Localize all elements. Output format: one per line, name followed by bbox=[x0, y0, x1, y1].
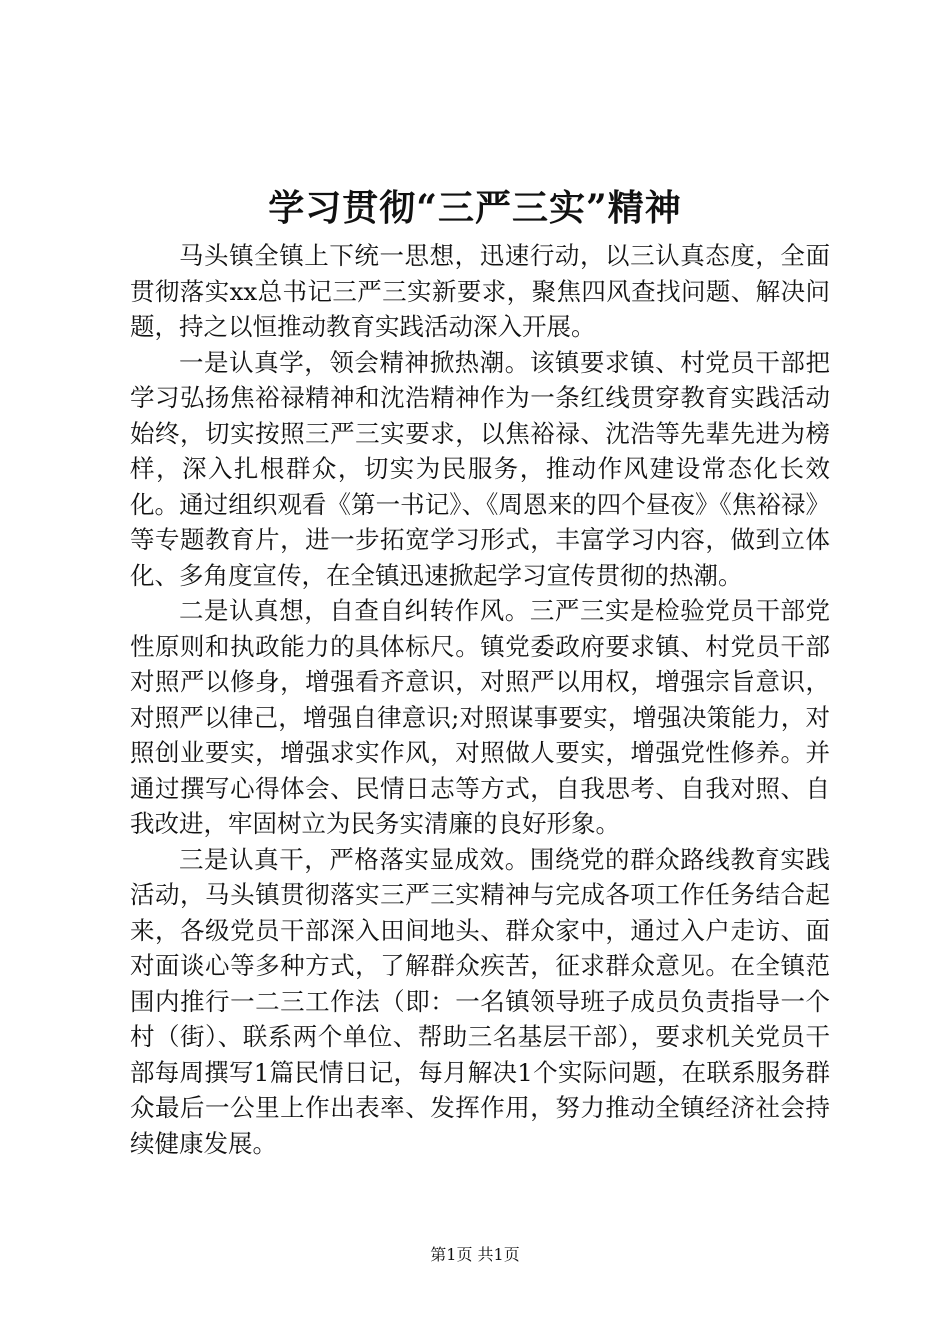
paragraph-intro: 马头镇全镇上下统一思想，迅速行动，以三认真态度，全面贯彻落实xx总书记三严三实新要求，聚焦四风查找问题、解决问题，持之以恒推动教育实践活动深入开展。 bbox=[130, 241, 830, 341]
document-body bbox=[130, 238, 830, 1161]
page-number-footer: 第1页 共1页 bbox=[430, 1245, 520, 1264]
paragraph-reflect: 二是认真想，自查自纠转作风。三严三实是检验党员干部党性原则和执政能力的具体标尺。镇党委政府要求镇、村党员干部对照严以修身，增强看齐意识，对照严以用权，增强宗旨意识，对照严以律己，增强自律意识;对照谋事要实，增强决策能力，对照创业要实，增强求实作风，对照做人要实，增强党性修养。并通过撰写心得体会、民情日志等方式，自我思考、自我对照、自我改进，牢固树立为民务实清廉的良好形象。 bbox=[130, 596, 830, 838]
paragraph-action: 三是认真干，严格落实显成效。围绕党的群众路线教育实践活动，马头镇贯彻落实三严三实精神与完成各项工作任务结合起来，各级党员干部深入田间地头、群众家中，通过入户走访、面对面谈心等多种方式，了解群众疾苦，征求群众意见。在全镇范围内推行一二三工作法（即：一名镇领导班子成员负责指导一个村（街）、联系两个单位、帮助三名基层干部），要求机关党员干部每周撰写1篇民情日记，每月解决1个实际问题，在联系服务群众最后一公里上作出表率、发挥作用，努力推动全镇经济社会持续健康发展。 bbox=[130, 844, 830, 1158]
document-title: 学习贯彻“三严三实”精神 bbox=[268, 187, 682, 229]
paragraph-study: 一是认真学，领会精神掀热潮。该镇要求镇、村党员干部把学习弘扬焦裕禄精神和沈浩精神作为一条红线贯穿教育实践活动始终，切实按照三严三实要求，以焦裕禄、沈浩等先辈先进为榜样，深入扎根群众，切实为民服务，推动作风建设常态化长效化。通过组织观看《第一书记》、《周恩来的四个昼夜》《焦裕禄》等专题教育片，进一步拓宽学习形式，丰富学习内容，做到立体化、多角度宣传，在全镇迅速掀起学习宣传贯彻的热潮。 bbox=[130, 347, 830, 590]
